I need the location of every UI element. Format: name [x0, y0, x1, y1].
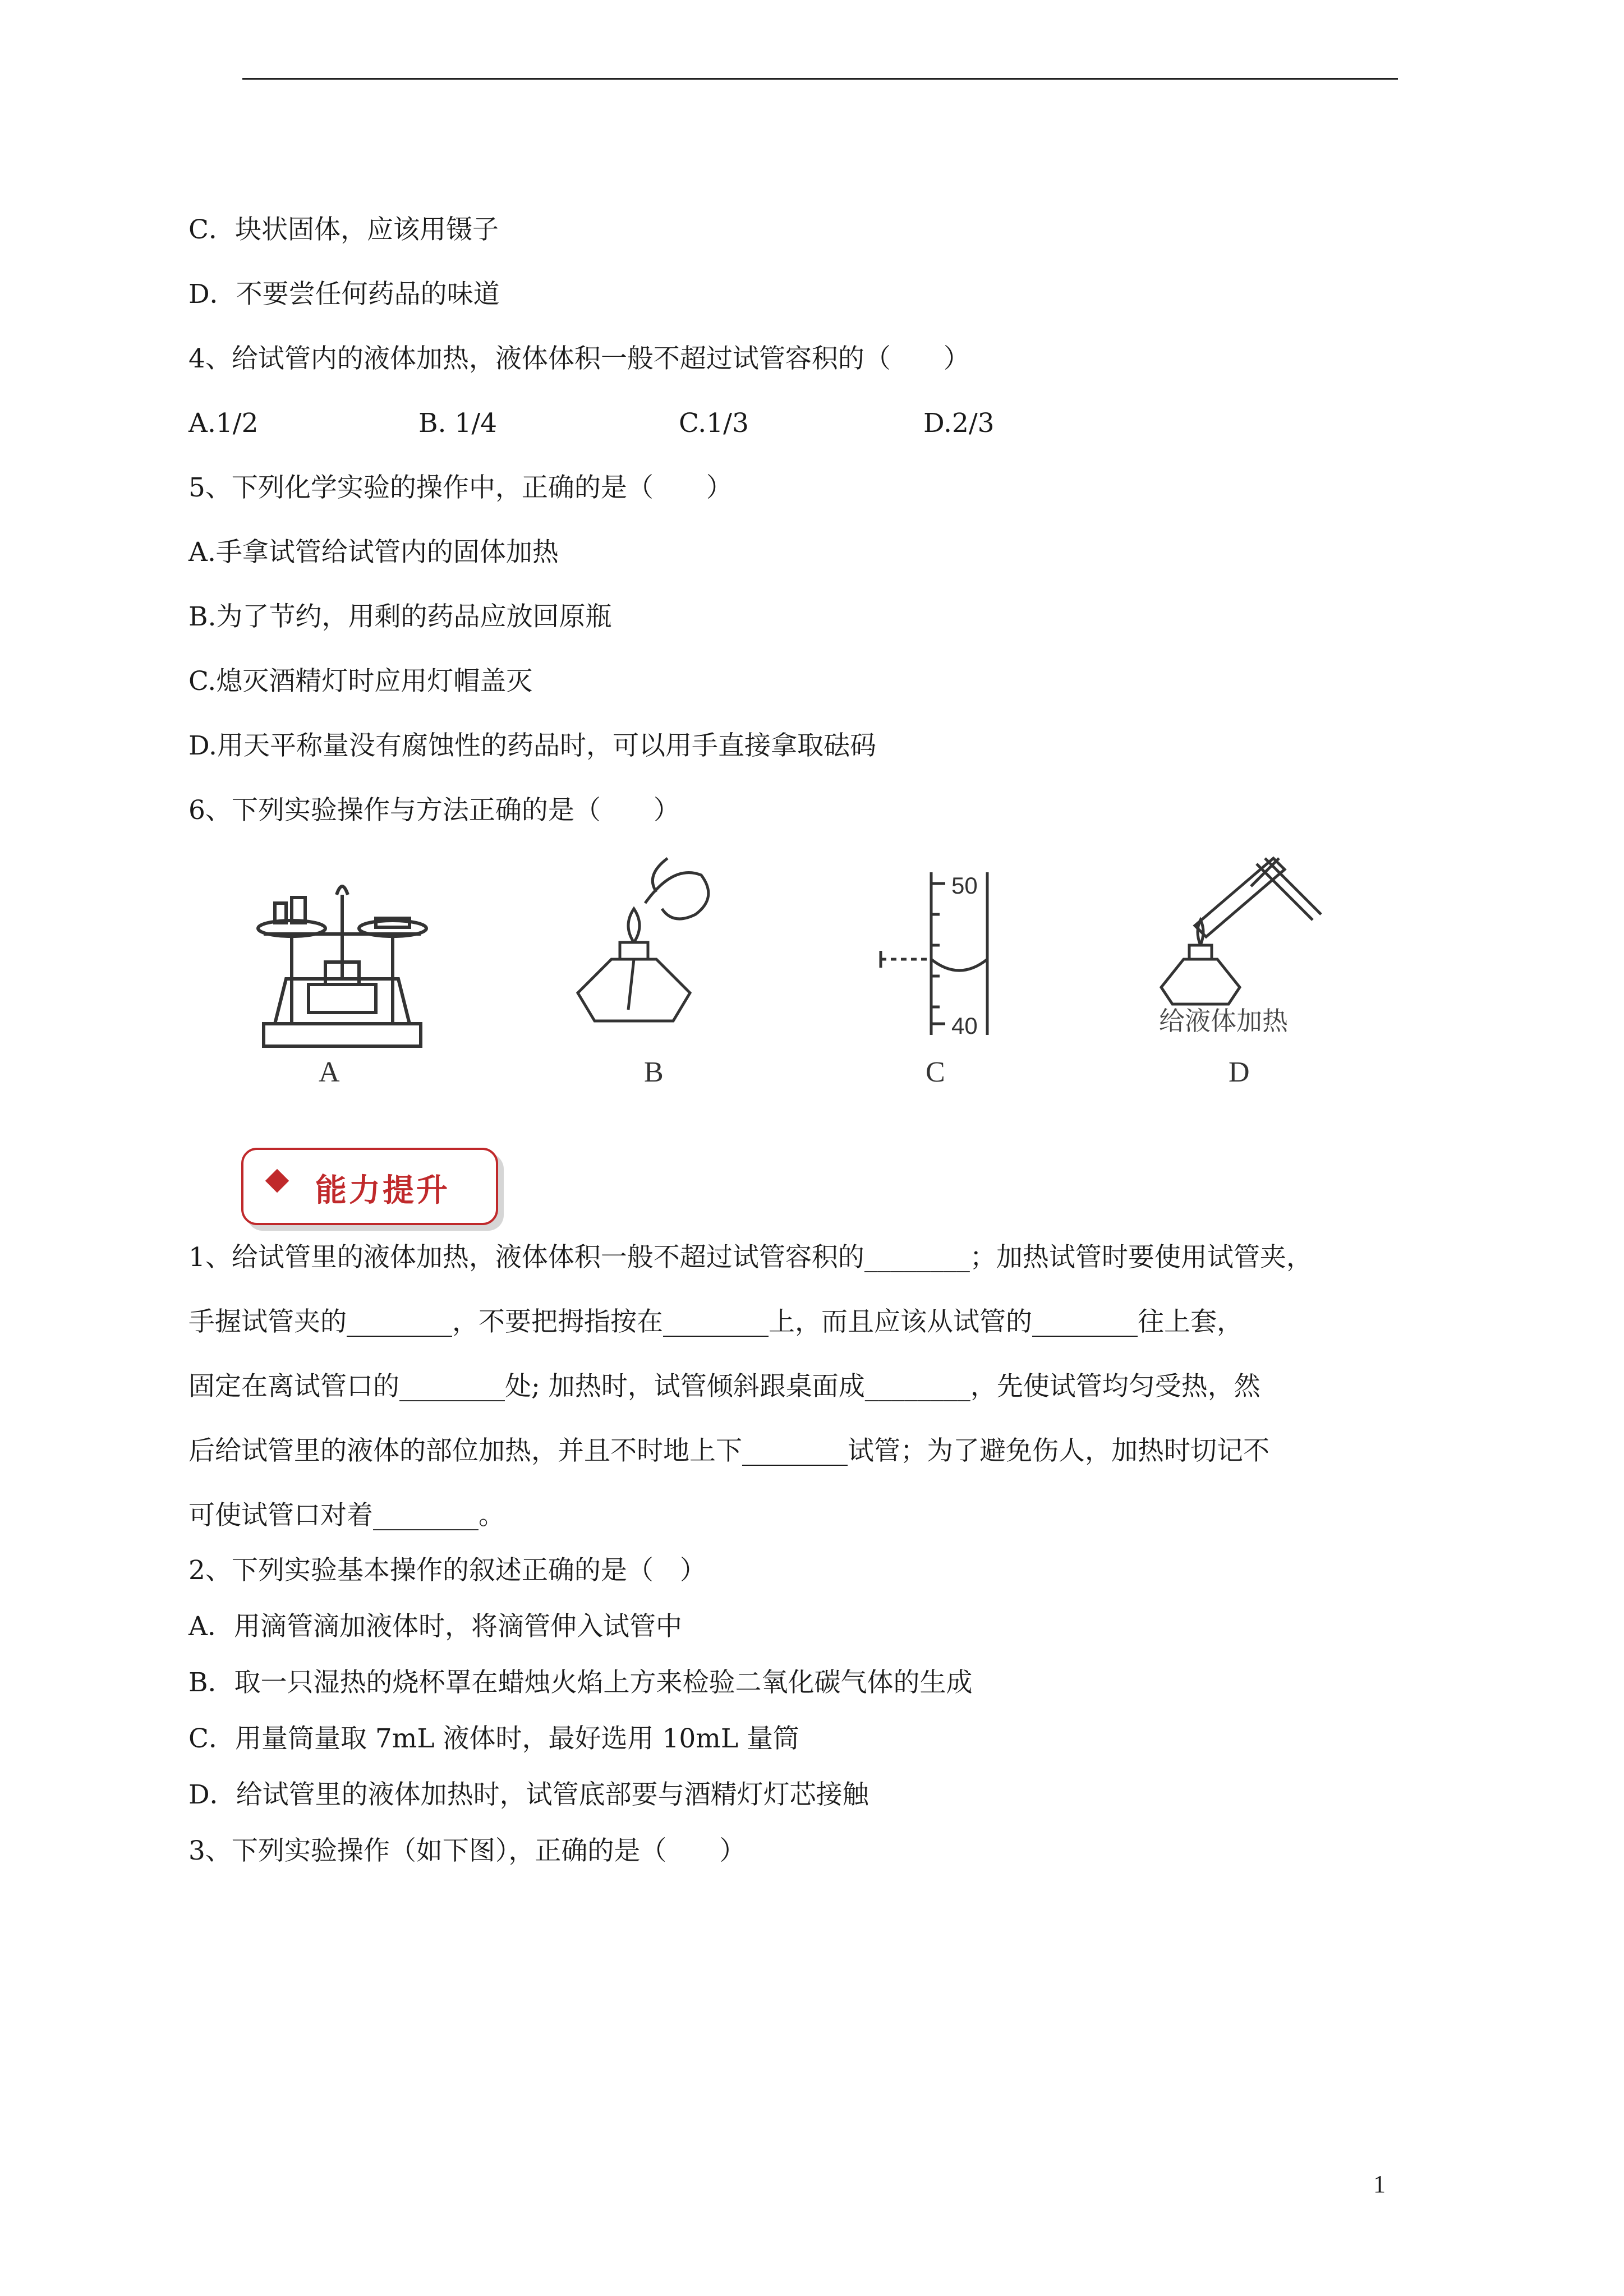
text-line: C．块状固体，应该用镊子 [188, 214, 499, 245]
section-badge [241, 1148, 498, 1225]
ability-q1-line: 手握试管夹的________，不要把拇指按在________上，而且应该从试管的________往上套， [188, 1306, 1243, 1337]
ability-q1-line: 可使试管口对着________。 [188, 1500, 505, 1531]
ability-q1-line: 后给试管里的液体的部位加热，并且不时地上下________试管；为了避免伤人，加热时切记不 [188, 1435, 1269, 1466]
q5-option-b: B.为了节约，用剩的药品应放回原瓶 [188, 601, 612, 632]
alcohol-lamp-illustration [561, 853, 724, 1038]
question-5: 5、下列化学实验的操作中，正确的是（ ） [188, 472, 733, 503]
ability-q2-option-b: B．取一只湿热的烧杯罩在蜡烛火焰上方来检验二氧化碳气体的生成 [188, 1667, 973, 1698]
cylinder-tick-50: 50 [951, 872, 978, 899]
figure-label-c: C [926, 1056, 945, 1088]
text-line: D．不要尝任何药品的味道 [188, 279, 500, 310]
question-6: 6、下列实验操作与方法正确的是（ ） [188, 795, 680, 826]
balance-illustration [241, 872, 443, 1052]
page-number: 1 [1373, 2170, 1386, 2198]
ability-q1-line: 1、给试管里的液体加热，液体体积一般不超过试管容积的________；加热试管时要使用试管夹， [188, 1242, 1313, 1273]
ability-question-2: 2、下列实验基本操作的叙述正确的是（ ） [188, 1555, 706, 1586]
q5-option-a: A.手拿试管给试管内的固体加热 [188, 537, 559, 568]
section-badge-label: 能力提升 [315, 1172, 450, 1209]
q4-option-a: A.1/2 [188, 408, 259, 439]
q5-option-c: C.熄灭酒精灯时应用灯帽盖灭 [188, 666, 533, 697]
ability-q2-option-d: D．给试管里的液体加热时，试管底部要与酒精灯灯芯接触 [188, 1779, 869, 1810]
q4-option-c: C.1/3 [679, 408, 749, 439]
question-4: 4、给试管内的液体加热，液体体积一般不超过试管容积的（ ） [188, 343, 970, 374]
ability-q1-line: 固定在离试管口的________处; 加热时，试管倾斜跟桌面成________，先使试管均匀受热，然 [188, 1371, 1260, 1402]
figure-d-caption: 给液体加热 [1159, 1006, 1288, 1036]
q4-option-b: B. 1/4 [418, 408, 498, 439]
header-rule [242, 78, 1398, 80]
q5-option-d: D.用天平称量没有腐蚀性的药品时，可以用手直接拿取砝码 [188, 730, 876, 761]
figure-label-b: B [644, 1056, 664, 1088]
diamond-icon [265, 1169, 289, 1193]
figure-label-d: D [1229, 1056, 1250, 1088]
ability-q2-option-a: A．用滴管滴加液体时，将滴管伸入试管中 [188, 1611, 682, 1642]
cylinder-reading-illustration [875, 867, 1021, 1041]
ability-q2-option-c: C．用量筒量取 7mL 液体时，最好选用 10mL 量筒 [188, 1723, 799, 1754]
heating-test-tube-illustration [1144, 847, 1335, 1021]
ability-question-3: 3、下列实验操作（如下图），正确的是（ ） [188, 1835, 746, 1866]
figure-label-a: A [319, 1056, 340, 1088]
cylinder-tick-40: 40 [951, 1013, 978, 1039]
q4-option-d: D.2/3 [923, 408, 995, 439]
